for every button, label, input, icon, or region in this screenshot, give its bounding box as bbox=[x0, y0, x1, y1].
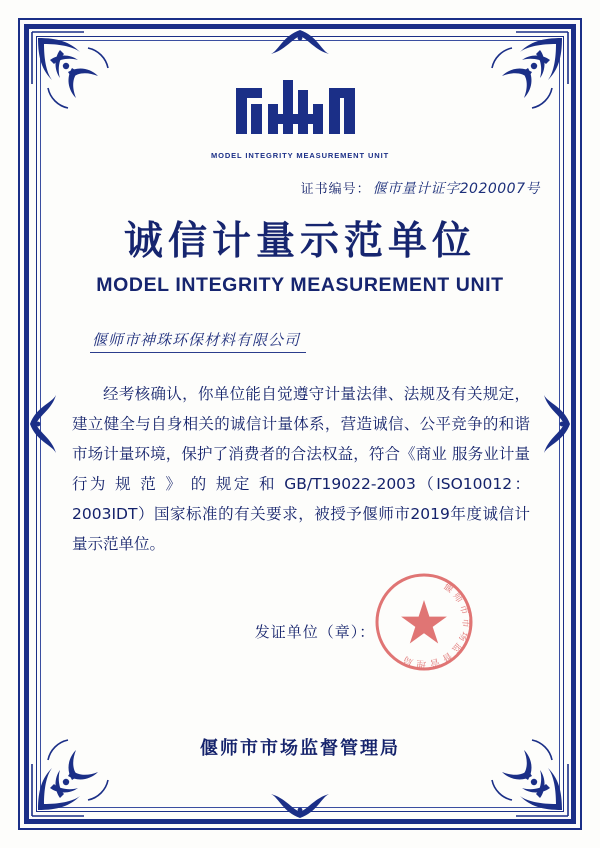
certificate-title-en: MODEL INTEGRITY MEASUREMENT UNIT bbox=[96, 274, 504, 296]
edge-ornament-icon bbox=[265, 792, 335, 822]
certificate-number-value: 偃市量计证字2020007号 bbox=[372, 181, 540, 197]
certificate-content bbox=[52, 52, 548, 796]
issuer-label: 发证单位（章）： bbox=[254, 623, 376, 641]
certificate-number-label: 证书编号： bbox=[300, 181, 371, 196]
svg-text:偃师市市场监督管理局: 偃师市市场监督管理局 bbox=[398, 581, 472, 670]
recipient-row bbox=[52, 329, 548, 353]
certificate-body bbox=[52, 379, 548, 559]
recipient-name: 偃师市神珠环保材料有限公司 bbox=[90, 329, 306, 353]
certificate-title-cn: 诚信计量示范单位 bbox=[123, 219, 476, 264]
certificate-body-paragraph: 经考核确认，你单位能自觉遵守计量法律、法规及有关规定，建立健全与自身相关的诚信计量体系，营造诚信、公平竞争的和谐市场计量环境，保护了消费者的合法权益，符合《商业 服务业计量行为 规 范 》 的 规定 和 GB/T19022-2003（ISO10012：2003IDT）国家标准的有关要求，被授予偃师市2019年度诚信计量示范单位。 bbox=[72, 385, 530, 553]
official-stamp-icon bbox=[372, 570, 476, 674]
logo-block bbox=[52, 52, 548, 160]
logo-caption: MODEL INTEGRITY MEASUREMENT UNIT bbox=[210, 151, 390, 160]
certificate-number-row bbox=[52, 178, 548, 198]
issuing-organization: 偃师市市场监督管理局 bbox=[200, 738, 400, 759]
mium-monogram-icon bbox=[230, 70, 370, 144]
